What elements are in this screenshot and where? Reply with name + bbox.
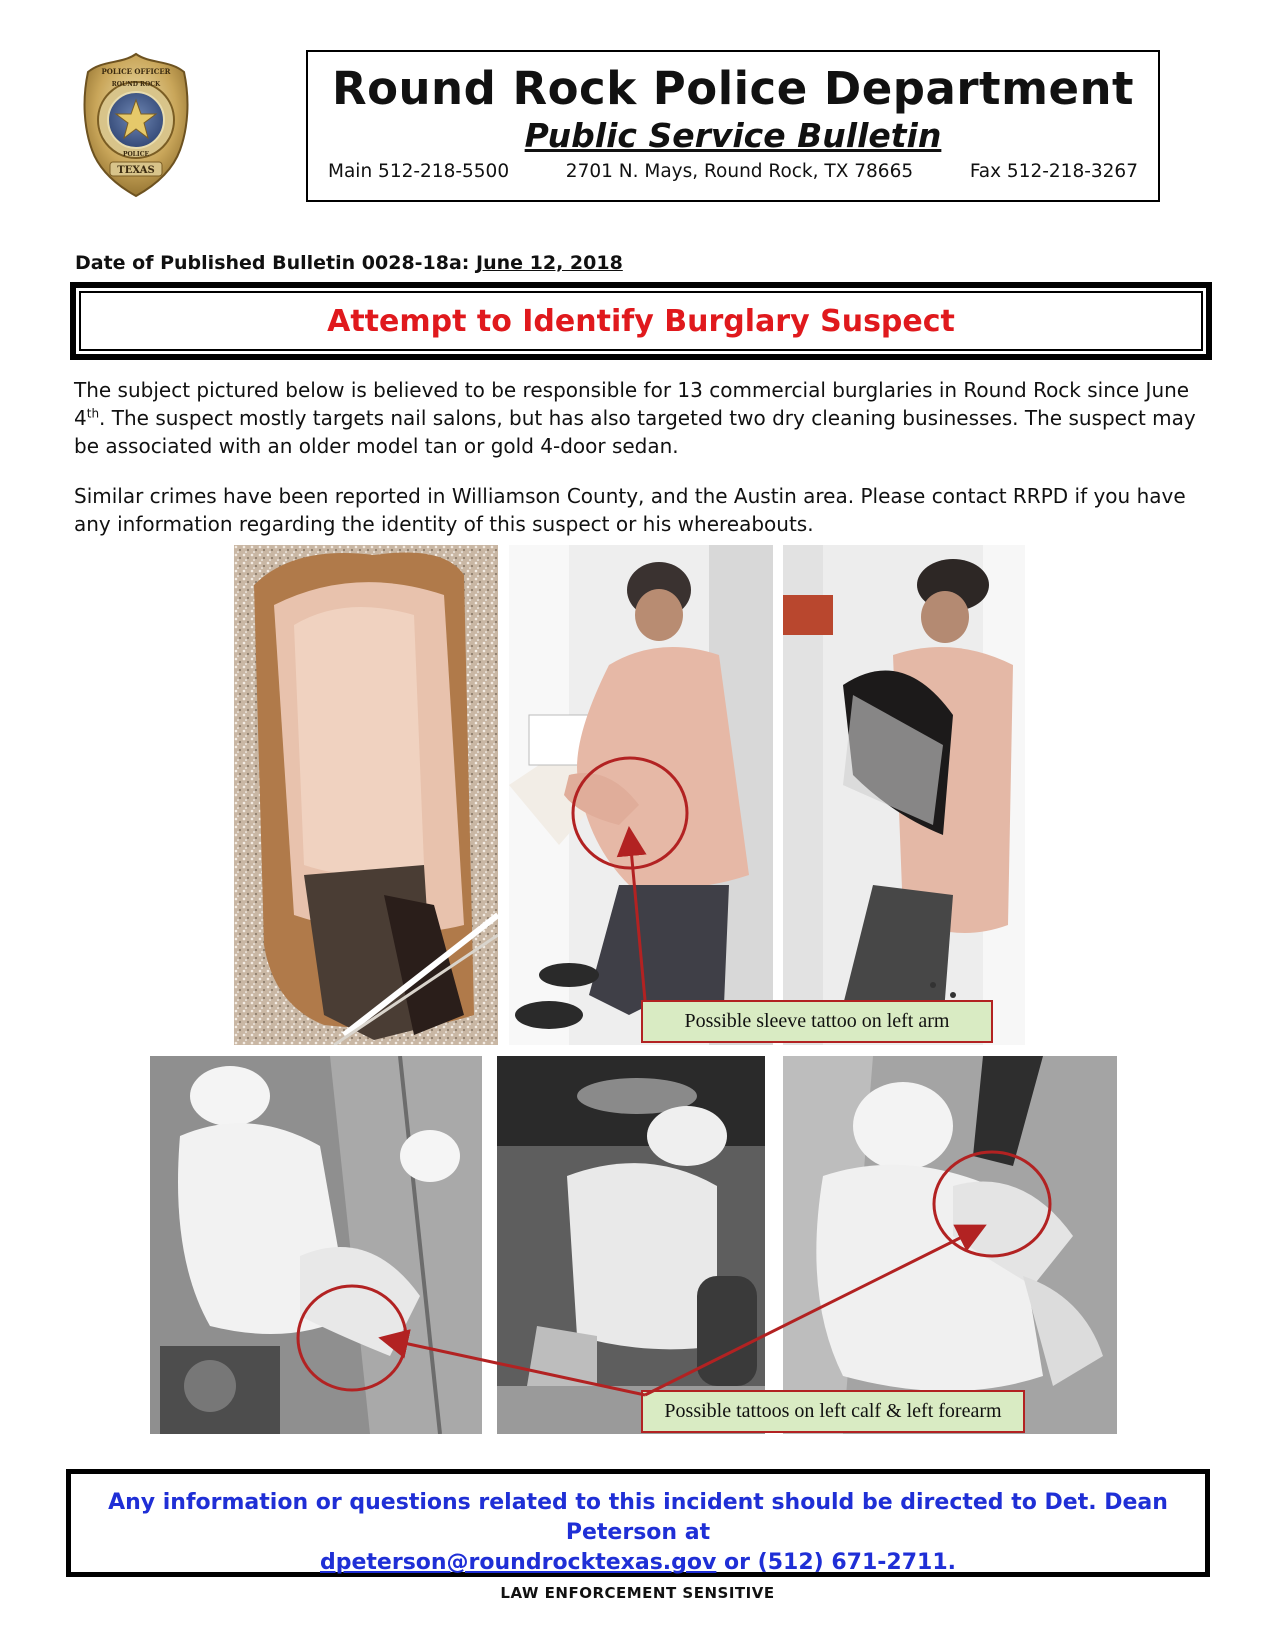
contact-request-paragraph: Similar crimes have been reported in Williamson County, and the Austin area. Please contact RRPD if you have any information regarding the identity of this suspect or his whereabouts.: [74, 484, 1186, 536]
detective-email-link[interactable]: dpeterson@roundrocktexas.gov: [319, 1550, 717, 1575]
bulletin-title-inner: [79, 291, 1203, 351]
footer-line1: Any information or questions related to this incident should be directed to Det. Dean Peterson at: [108, 1490, 1168, 1545]
p1-part1: The subject pictured below is believed to be responsible for 13 commercial burglaries in Round Rock since June 4: [74, 378, 1190, 430]
contact-footer-text: [71, 1488, 1205, 1578]
calf-forearm-tattoo-callout: Possible tattoos on left calf & left forearm: [641, 1390, 1025, 1433]
suspect-photo-1: [234, 545, 498, 1045]
suspect-photo-2: [509, 545, 773, 1045]
suspect-photo-3: [783, 545, 1025, 1045]
bulletin-subtitle: Public Service Bulletin: [524, 115, 942, 155]
contact-row: [308, 161, 1158, 182]
badge-text-top: POLICE OFFICER: [101, 67, 171, 76]
badge-text-mid: ROUND ROCK: [111, 81, 161, 88]
address: 2701 N. Mays, Round Rock, TX 78665: [565, 160, 914, 182]
police-badge-logo: [80, 50, 192, 200]
sleeve-tattoo-callout: Possible sleeve tattoo on left arm: [641, 1000, 993, 1043]
suspect-photo-5: [497, 1056, 765, 1434]
p1-superscript: th: [86, 406, 100, 421]
bulletin-title: Attempt to Identify Burglary Suspect: [327, 303, 955, 339]
bulletin-title-box: [70, 282, 1212, 360]
description-paragraph: [74, 376, 1214, 460]
department-title: Round Rock Police Department: [331, 62, 1135, 115]
law-enforcement-sensitive-label: LAW ENFORCEMENT SENSITIVE: [500, 1584, 775, 1602]
header-box: [306, 50, 1160, 202]
suspect-photo-4: [150, 1056, 482, 1434]
contact-footer-box: [66, 1469, 1210, 1577]
suspect-photo-6: [783, 1056, 1117, 1434]
footer-phone: or (512) 671-2711.: [716, 1550, 956, 1575]
fax-number: Fax 512-218-3267: [969, 160, 1138, 182]
date-label: Date of Published Bulletin 0028-18a:: [75, 252, 477, 274]
published-date-line: [75, 252, 623, 274]
main-phone: Main 512-218-5500: [328, 160, 510, 182]
date-value: June 12, 2018: [476, 252, 623, 274]
badge-text: TEXAS: [117, 165, 155, 176]
p1-part2: . The suspect mostly targets nail salons, but has also targeted two dry cleaning businesses. The suspect may be associated with an older model tan or gold 4-door sedan.: [74, 406, 1196, 458]
badge-text-low: POLICE: [122, 151, 150, 158]
